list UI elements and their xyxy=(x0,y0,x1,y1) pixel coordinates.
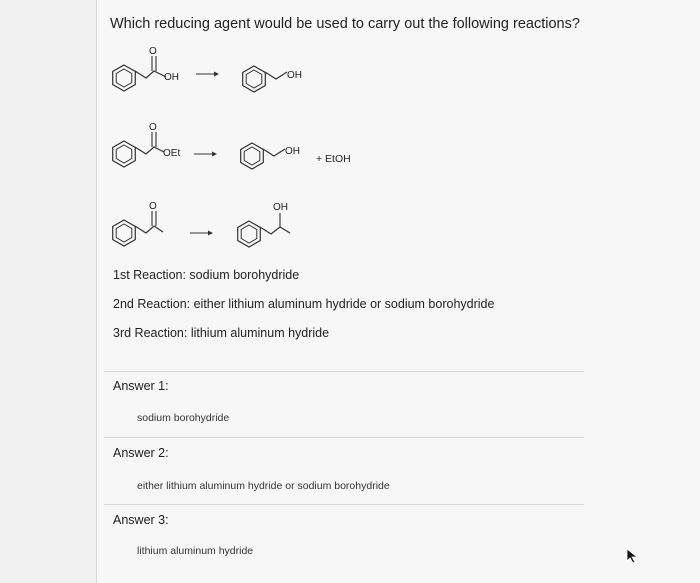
answer-2-label: Answer 2: xyxy=(113,446,169,460)
r3-product-hydroxyl-label: OH xyxy=(273,202,288,213)
answer-1-label: Answer 1: xyxy=(113,379,169,393)
question-text: Which reducing agent would be used to carry out the following reactions? xyxy=(110,16,580,32)
r1-product-hydroxyl-label: OH xyxy=(287,70,302,81)
r1-carbonyl-o-label: O xyxy=(149,46,157,57)
ethanol-byproduct-label: + EtOH xyxy=(316,153,351,165)
r2-carbonyl-o-label: O xyxy=(149,122,157,133)
r2-product-hydroxyl-label: OH xyxy=(285,146,300,157)
reaction-arrow-2 xyxy=(194,152,217,157)
answer-2-value[interactable]: either lithium aluminum hydride or sodium borohydride xyxy=(137,480,390,492)
reaction-1-scheme xyxy=(113,46,302,92)
ethyl-benzoate-structure xyxy=(113,122,181,167)
reaction-2-text: 2nd Reaction: either lithium aluminum hydride or sodium borohydride xyxy=(113,297,495,311)
benzyl-alcohol-structure xyxy=(243,66,302,92)
divider-3 xyxy=(104,504,584,505)
answer-1-value[interactable]: sodium borohydride xyxy=(137,412,230,424)
benzyl-alcohol-structure-2 xyxy=(241,143,300,169)
acetophenone-structure xyxy=(113,201,163,246)
divider-2 xyxy=(104,437,584,438)
reaction-arrow-1 xyxy=(196,72,219,77)
r3-carbonyl-o-label: O xyxy=(149,201,157,212)
reaction-2-scheme xyxy=(113,122,351,169)
phenylethanol-structure xyxy=(238,202,290,247)
reaction-3-text: 3rd Reaction: lithium aluminum hydride xyxy=(113,326,330,340)
mouse-cursor-icon xyxy=(626,548,640,564)
answer-3-label: Answer 3: xyxy=(113,513,169,527)
divider-1 xyxy=(104,371,584,372)
answer-3-value[interactable]: lithium aluminum hydride xyxy=(137,545,254,557)
r1-hydroxyl-label: OH xyxy=(164,72,179,83)
reaction-1-text: 1st Reaction: sodium borohydride xyxy=(113,268,300,282)
r2-ester-label: OEt xyxy=(163,148,181,159)
reaction-3-scheme xyxy=(113,201,290,247)
reaction-arrow-3 xyxy=(190,231,213,236)
benzoic-acid-structure xyxy=(113,46,179,91)
reaction-schemes xyxy=(0,0,700,260)
